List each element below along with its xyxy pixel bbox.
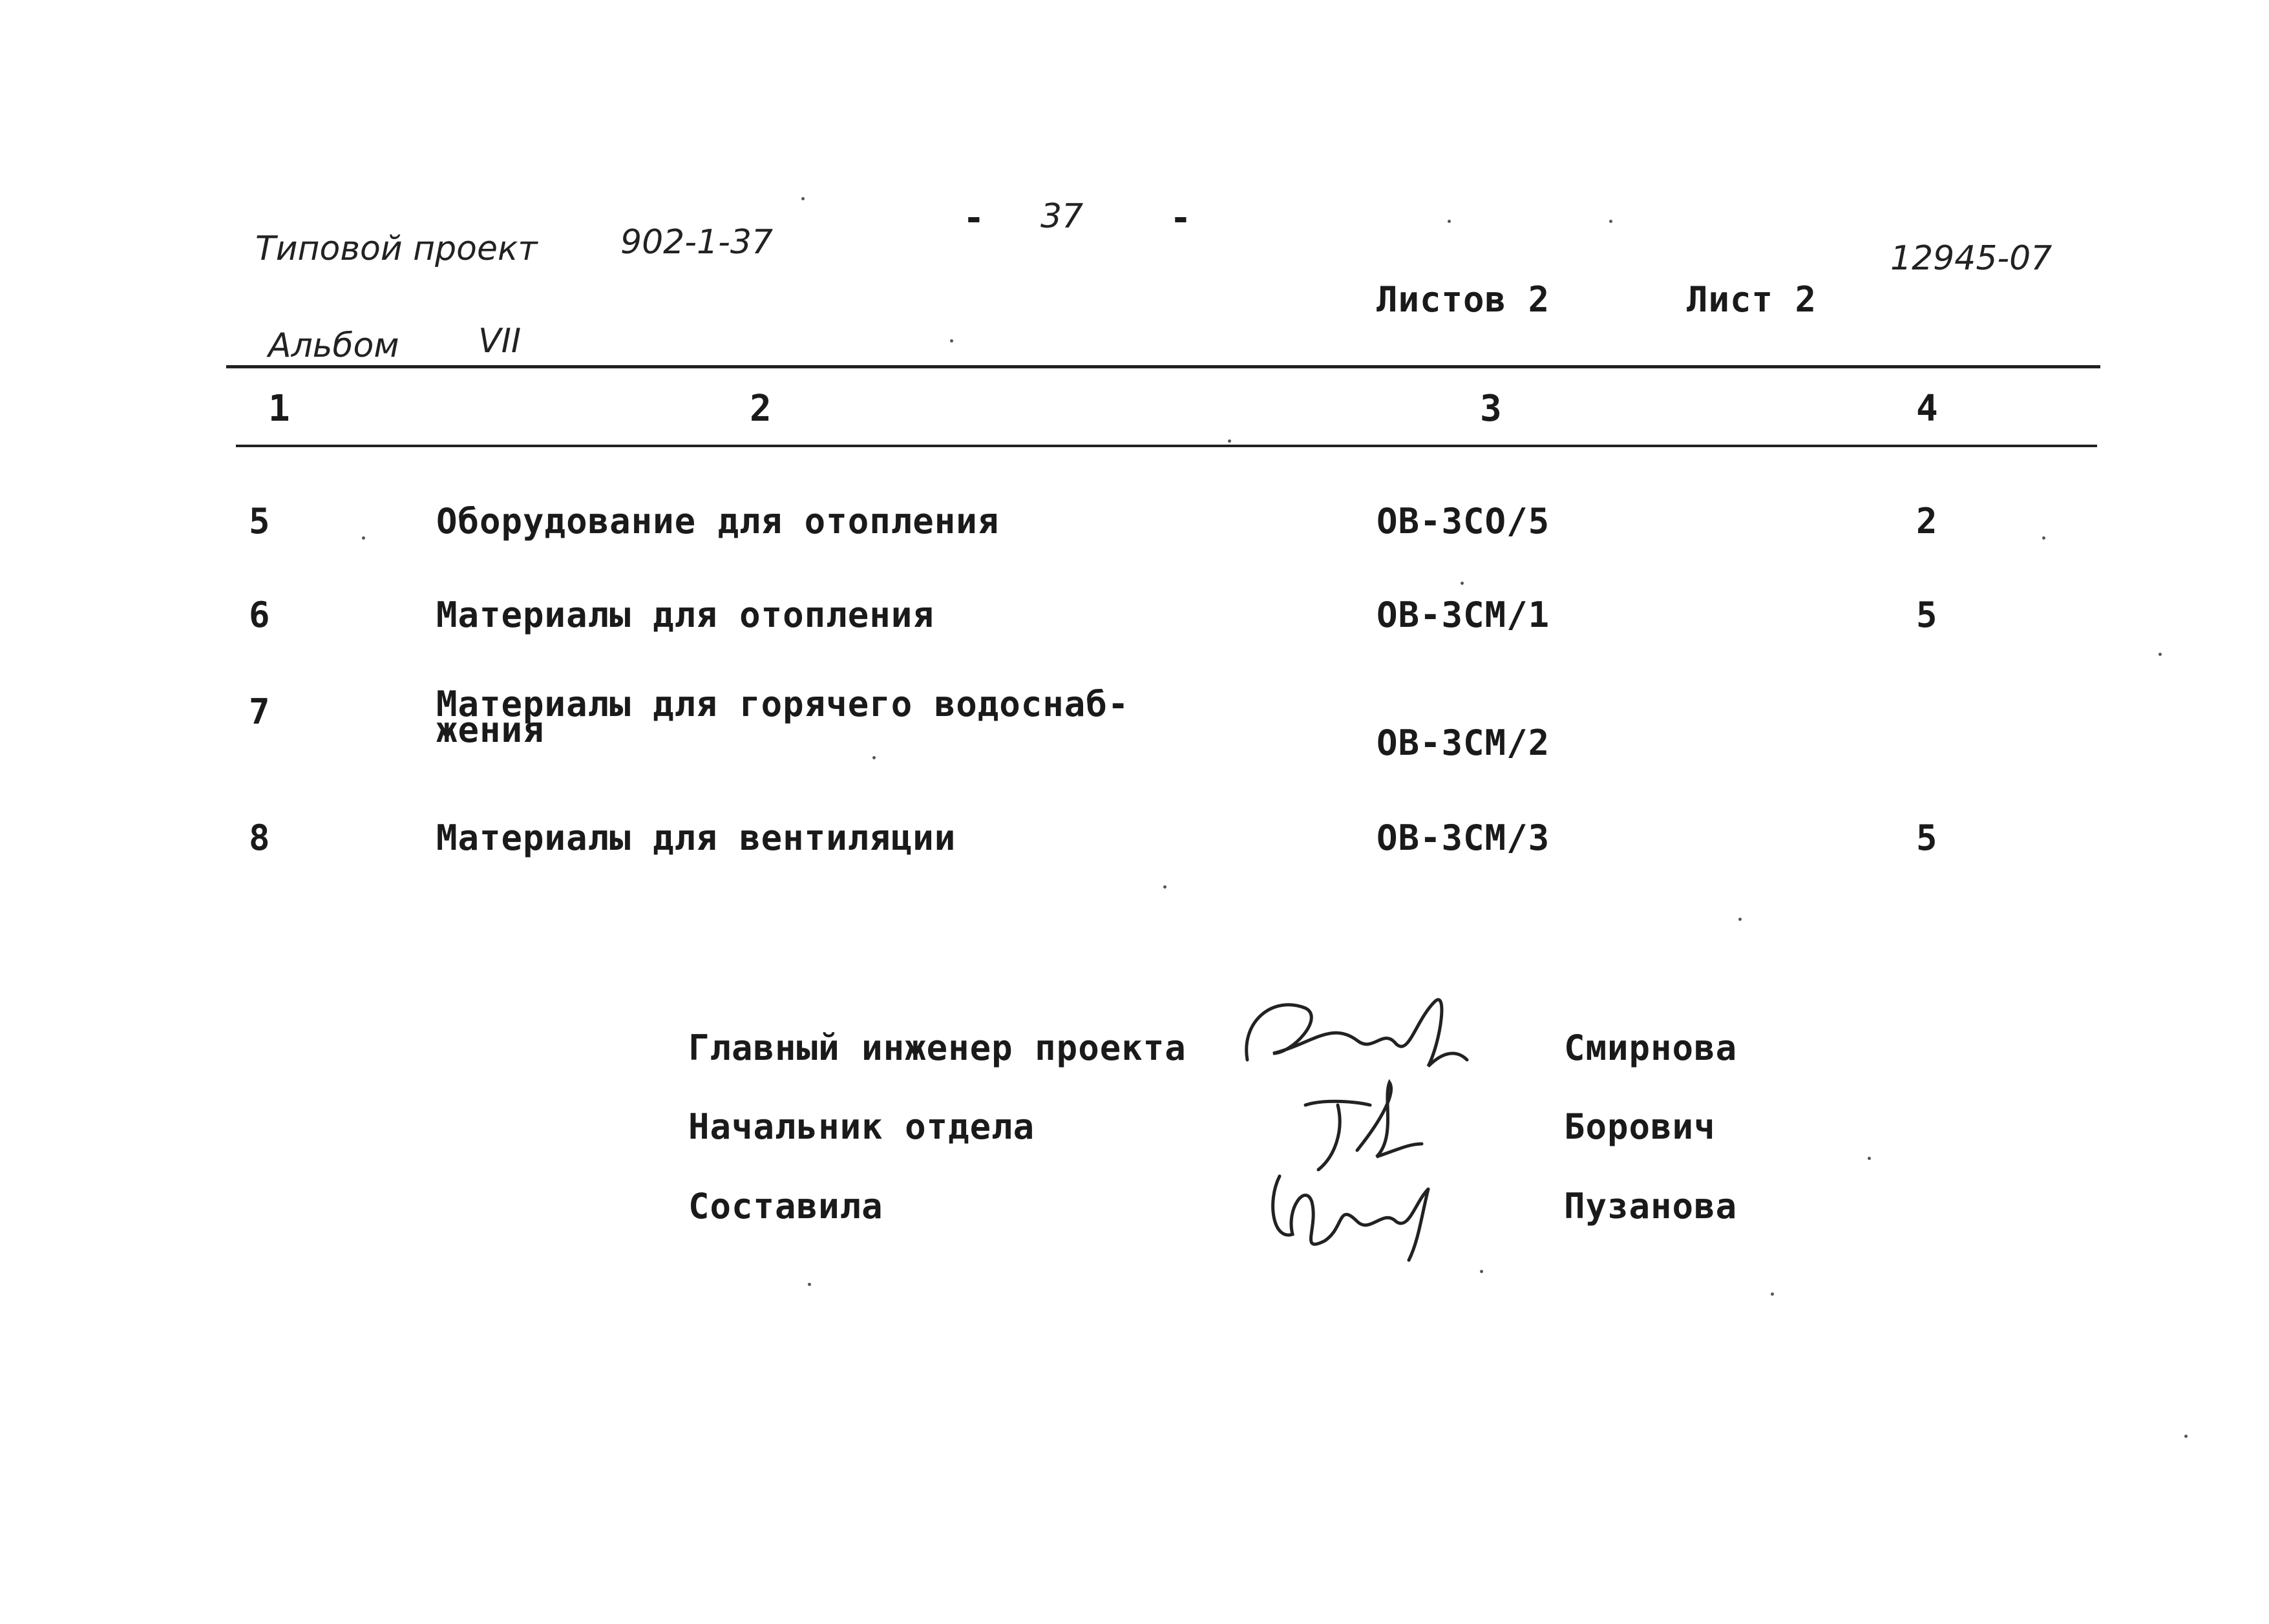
scan-speck [1480,1270,1483,1273]
row-code: ОВ-ЗСО/5 [1377,501,1550,542]
signature-role: Составила [688,1186,883,1227]
scan-speck [1771,1292,1774,1296]
header-rule [226,365,2100,368]
row-code: ОВ-ЗСМ/1 [1377,595,1550,635]
album-number: VII [478,322,522,361]
column-header-4: 4 [1916,388,1938,430]
row-code: ОВ-ЗСМ/3 [1377,817,1550,858]
scan-speck [2158,653,2162,656]
scan-speck [362,536,365,540]
signature-name: Смирнова [1564,1028,1738,1068]
scan-speck [950,339,953,343]
scan-speck [2042,536,2045,540]
row-code: ОВ-ЗСМ/2 [1377,722,1550,763]
row-name: Материалы для отопления [436,595,934,635]
signature-role: Начальник отдела [688,1106,1035,1147]
scan-speck [1163,885,1166,889]
project-label: Типовой проект [255,229,538,268]
doc-code: 12945-07 [1890,239,2053,278]
column-header-rule [236,445,2097,447]
sheet-number: Лист 2 [1687,279,1817,320]
column-header-3: 3 [1480,388,1502,430]
scan-speck [1868,1157,1871,1160]
scan-speck [1461,582,1464,585]
scan-speck [1228,439,1231,443]
page-dash-left: - [963,197,985,239]
scan-speck [872,756,876,759]
page-dash-right: - [1170,197,1192,239]
scan-speck [801,197,805,200]
row-sheets: 2 [1916,501,1938,542]
column-header-1: 1 [268,388,290,430]
row-name: Оборудование для отопления [436,501,1000,542]
signature-scribble [1234,982,1473,1086]
signature-name: Борович [1564,1106,1716,1147]
row-name: Материалы для горячего водоснаб-жения [436,684,1130,750]
sheets-total: Листов 2 [1377,279,1550,320]
page-number: 37 [1040,197,1084,236]
row-number: 5 [249,501,271,542]
column-header-2: 2 [750,388,772,430]
scan-speck [808,1283,811,1286]
scan-speck [2184,1435,2188,1438]
row-sheets: 5 [1916,817,1938,858]
signature-role: Главный инженер проекта [688,1028,1187,1068]
scan-speck [1738,918,1742,921]
scan-speck [1448,220,1451,223]
row-sheets: 5 [1916,595,1938,635]
project-number: 902-1-37 [620,223,774,262]
signature-name: Пузанова [1564,1186,1738,1227]
row-number: 6 [249,595,271,635]
row-number: 8 [249,817,271,858]
row-name: Материалы для вентиляции [436,817,956,858]
scan-speck [1609,220,1612,223]
signature-scribble [1254,1163,1454,1273]
row-number: 7 [249,691,271,732]
album-label: Альбом [268,326,399,365]
signature-scribble [1299,1079,1448,1176]
